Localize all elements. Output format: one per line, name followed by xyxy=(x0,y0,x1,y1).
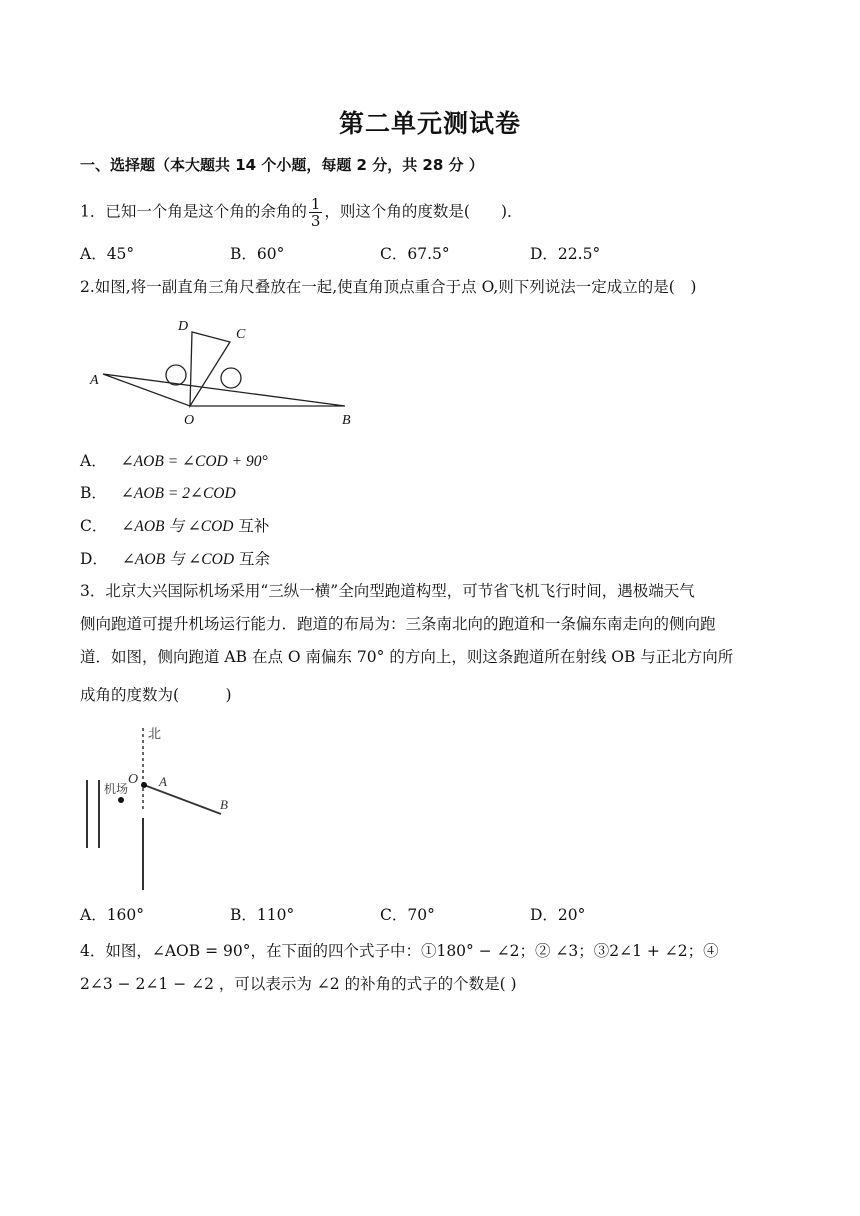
question-4-line-1: 4．如图，∠AOB = 90°，在下面的四个式子中：①180° − ∠2；② ∠3；③2∠1 + ∠2；④ xyxy=(80,942,719,960)
page-title: 第二单元测试卷 xyxy=(338,109,521,138)
option-b: B．60° xyxy=(230,245,285,263)
fraction xyxy=(309,196,323,229)
option-letter: A． xyxy=(80,452,107,470)
section-heading: 一、选择题（本大题共 14 个小题，每题 2 分，共 28 分 ） xyxy=(80,156,484,174)
triangle-doc xyxy=(190,332,230,406)
question-2-option-a xyxy=(80,450,268,473)
triangle-aob xyxy=(103,374,345,406)
question-2: 2.如图,将一副直角三角尺叠放在一起,使直角顶点重合于点 O,则下列说法一定成立的是( ) xyxy=(80,278,697,296)
question-4-line-2: 2∠3 − 2∠1 − ∠2 ，可以表示为 ∠2 的补角的式子的个数是( ) xyxy=(80,975,517,993)
label-o: O xyxy=(128,772,139,787)
option-math: ∠AOB 与 ∠COD xyxy=(121,551,235,568)
label-north: 北 xyxy=(148,727,162,742)
option-b: B．110° xyxy=(230,906,295,924)
question-2-option-b xyxy=(80,482,236,505)
option-letter: C． xyxy=(80,517,108,535)
label-b: B xyxy=(342,413,351,428)
ruler-hole-right xyxy=(221,368,241,388)
option-c: C．67.5° xyxy=(380,245,450,263)
triangle-rulers-figure xyxy=(80,312,370,432)
airport-runway-figure xyxy=(80,720,250,895)
option-math: ∠AOB = ∠COD + 90° xyxy=(120,453,268,470)
runway-ab xyxy=(144,785,221,814)
option-tail: 互余 xyxy=(238,550,270,568)
option-d: D．20° xyxy=(530,906,586,924)
label-a: A xyxy=(90,373,99,388)
question-2-option-c xyxy=(80,515,269,538)
label-a: A xyxy=(159,774,167,789)
option-math: ∠AOB = 2∠COD xyxy=(120,485,236,502)
point-o xyxy=(141,782,147,788)
option-math: ∠AOB 与 ∠COD xyxy=(121,518,234,535)
option-tail: 互补 xyxy=(238,517,270,535)
question-3-line-1: 3．北京大兴国际机场采用“三纵一横”全向型跑道构型，可节省飞机飞行时间，遇极端天气 xyxy=(80,582,695,600)
option-a: A．160° xyxy=(80,906,145,924)
option-a: A．45° xyxy=(80,245,135,263)
option-d: D．22.5° xyxy=(530,245,601,263)
label-airport: 机场 xyxy=(104,782,129,796)
fraction-denominator: 3 xyxy=(310,212,321,230)
fraction-numerator: 1 xyxy=(310,195,321,213)
question-1-prefix: 1．已知一个角是这个角的余角的 xyxy=(80,202,307,221)
ruler-hole-left xyxy=(166,365,186,385)
label-b: B xyxy=(220,797,228,812)
label-d: D xyxy=(178,319,189,334)
label-o: O xyxy=(184,413,195,428)
question-3-line-3: 道．如图，侧向跑道 AB 在点 O 南偏东 70° 的方向上，则这条跑道所在射线 OB 与正北方向所 xyxy=(80,648,734,666)
airport-point xyxy=(118,797,124,803)
label-c: C xyxy=(236,327,246,342)
option-c: C．70° xyxy=(380,906,435,924)
question-2-option-d xyxy=(80,548,270,571)
question-3-line-2: 侧向跑道可提升机场运行能力．跑道的布局为：三条南北向的跑道和一条偏东南走向的侧向跑 xyxy=(80,615,716,633)
question-3-line-4: 成角的度数为( ) xyxy=(80,686,232,704)
question-1-suffix: ，则这个角的度数是( )． xyxy=(324,202,523,221)
option-letter: D． xyxy=(80,550,108,568)
question-1 xyxy=(80,196,523,229)
option-letter: B． xyxy=(80,484,107,502)
